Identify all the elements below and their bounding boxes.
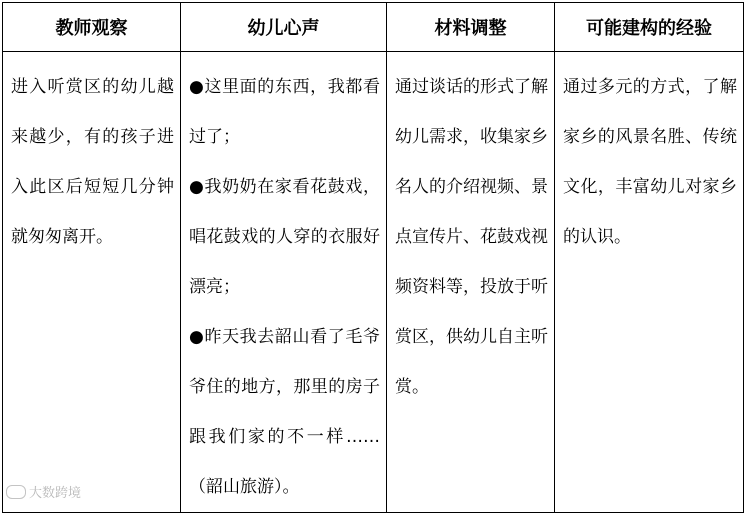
watermark-text: 大数跨境 <box>29 486 82 501</box>
observation-table <box>2 2 744 513</box>
header-children-voices: 幼儿心声 <box>181 3 387 52</box>
cell-material-adjustment <box>387 52 555 513</box>
material-adjustment-text: 通过谈话的形式了解幼儿需求，收集家乡名人的介绍视频、景点宣传片、花鼓戏视频资料等，投放于听赏区，供幼儿自主听赏。 <box>395 77 548 397</box>
watermark <box>6 482 81 501</box>
header-material-adjustment: 材料调整 <box>387 3 555 52</box>
child-voice-2: ●我奶奶在家看花鼓戏，唱花鼓戏的人穿的衣服好漂亮； <box>189 177 380 297</box>
possible-experience-text: 通过多元的方式，了解家乡的风景名胜、传统文化，丰富幼儿对家乡的认识。 <box>563 77 737 247</box>
cell-children-voices <box>181 52 387 513</box>
cell-teacher-observation <box>3 52 181 513</box>
child-voice-1: ●这里面的东西，我都看过了； <box>189 77 380 147</box>
cell-possible-experience <box>555 52 744 513</box>
table-row <box>3 52 744 513</box>
header-possible-experience: 可能建构的经验 <box>555 3 744 52</box>
header-teacher-observation: 教师观察 <box>3 3 181 52</box>
watermark-logo-icon <box>6 485 26 499</box>
child-voice-3: ●昨天我去韶山看了毛爷爷住的地方，那里的房子跟我们家的不一样……（韶山旅游）。 <box>189 327 380 497</box>
teacher-observation-text: 进入听赏区的幼儿越来越少，有的孩子进入此区后短短几分钟就匆匆离开。 <box>11 77 174 247</box>
table-header-row <box>3 3 744 52</box>
